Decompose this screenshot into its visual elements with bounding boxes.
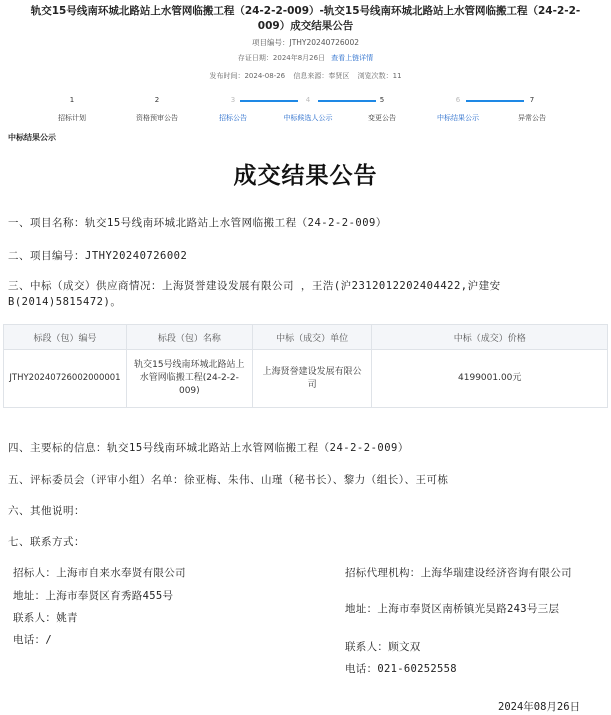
item-other-notes: 六、其他说明： [8,505,85,517]
item-main-subject: 四、主要标的信息：轨交15号线南环城北路站上水管网临搬工程（24-2-2-009） [8,442,409,454]
step-candidate-publicity[interactable]: 4 中标候选人公示 [283,96,333,122]
chain-detail-link[interactable]: 查看上链详情 [331,54,374,62]
price-cell: 4199001.00元 [372,350,608,408]
lot-name-cell: 轨交15号线南环城北路站上水管网临搬工程(24-2-2-009) [126,350,252,408]
item-project-name: 一、项目名称：轨交15号线南环城北路站上水管网临搬工程（24-2-2-009） [8,217,387,229]
step-tender-notice[interactable]: 3 招标公告 [219,96,247,122]
step-prequalification[interactable]: 2 资格预审公告 [136,96,178,122]
table-row [4,350,608,408]
agency-phone: 电话：021-60252558 [345,663,457,675]
deposit-date: 存证日期：2024年8月26日 [237,54,326,62]
column-header: 标段（包）名称 [126,325,252,350]
info-source: 信息来源：奉贤区 [293,72,350,80]
agency-name: 招标代理机构：上海华瑞建设经济咨询有限公司 [345,567,572,579]
item-committee: 五、评标委员会（评审小组）名单：徐亚梅、朱伟、山瑾（秘书长）、黎力（组长）、王可栋 [8,474,449,486]
item-project-number: 二、项目编号：JTHY20240726002 [8,250,188,262]
table-header-row [4,325,608,350]
column-header: 标段（包）编号 [4,325,127,350]
result-table [3,324,608,408]
column-header: 中标（成交）价格 [372,325,608,350]
step-result-publicity[interactable]: 6 中标结果公示 [437,96,479,122]
tenderer-address: 地址：上海市奉贤区育秀路455号 [13,590,174,602]
tenderer-contact-person: 联系人：姚青 [13,612,78,624]
column-header: 中标（成交）单位 [252,325,372,350]
project-number: 项目编号：JTHY20240726002 [251,38,359,47]
step-bid-plan[interactable]: 1 招标计划 [58,96,86,122]
view-count: 浏览次数：11 [357,72,402,80]
item-supplier: 三、中标（成交）供应商情况：上海贤誉建设发展有限公司 ，王浩(沪2312012202404422,沪建安B(2014)5815472)。 [8,280,501,308]
step-change-notice[interactable]: 5 变更公告 [368,96,396,122]
publish-time: 发布时间：2024-08-26 [209,72,286,80]
page-title: 轨交15号线南环城北路站上水管网临搬工程（24-2-2-009）-轨交15号线南环城北路站上水管网临搬工程（24-2-2-009）成交结果公告 [30,5,581,32]
agency-address: 地址：上海市奉贤区南桥镇光昊路243号三层 [345,603,560,615]
process-steps [0,95,611,125]
deposit-info [0,53,611,63]
announcement-date: 2024年08月26日 [498,701,581,713]
publish-meta [0,71,611,81]
section-label: 中标结果公示 [8,133,56,142]
step-abnormal-notice[interactable]: 7 异常公告 [518,96,546,122]
tenderer-phone: 电话：/ [13,634,53,646]
tenderer-name: 招标人：上海市自来水奉贤有限公司 [13,567,186,579]
announcement-title: 成交结果公告 [233,163,378,189]
lot-number-cell: JTHY20240726002000001 [4,350,127,408]
item-contact-heading: 七、联系方式： [8,536,85,548]
agency-contact-person: 联系人：顾文双 [345,641,421,653]
winner-cell: 上海贤誉建设发展有限公司 [252,350,372,408]
